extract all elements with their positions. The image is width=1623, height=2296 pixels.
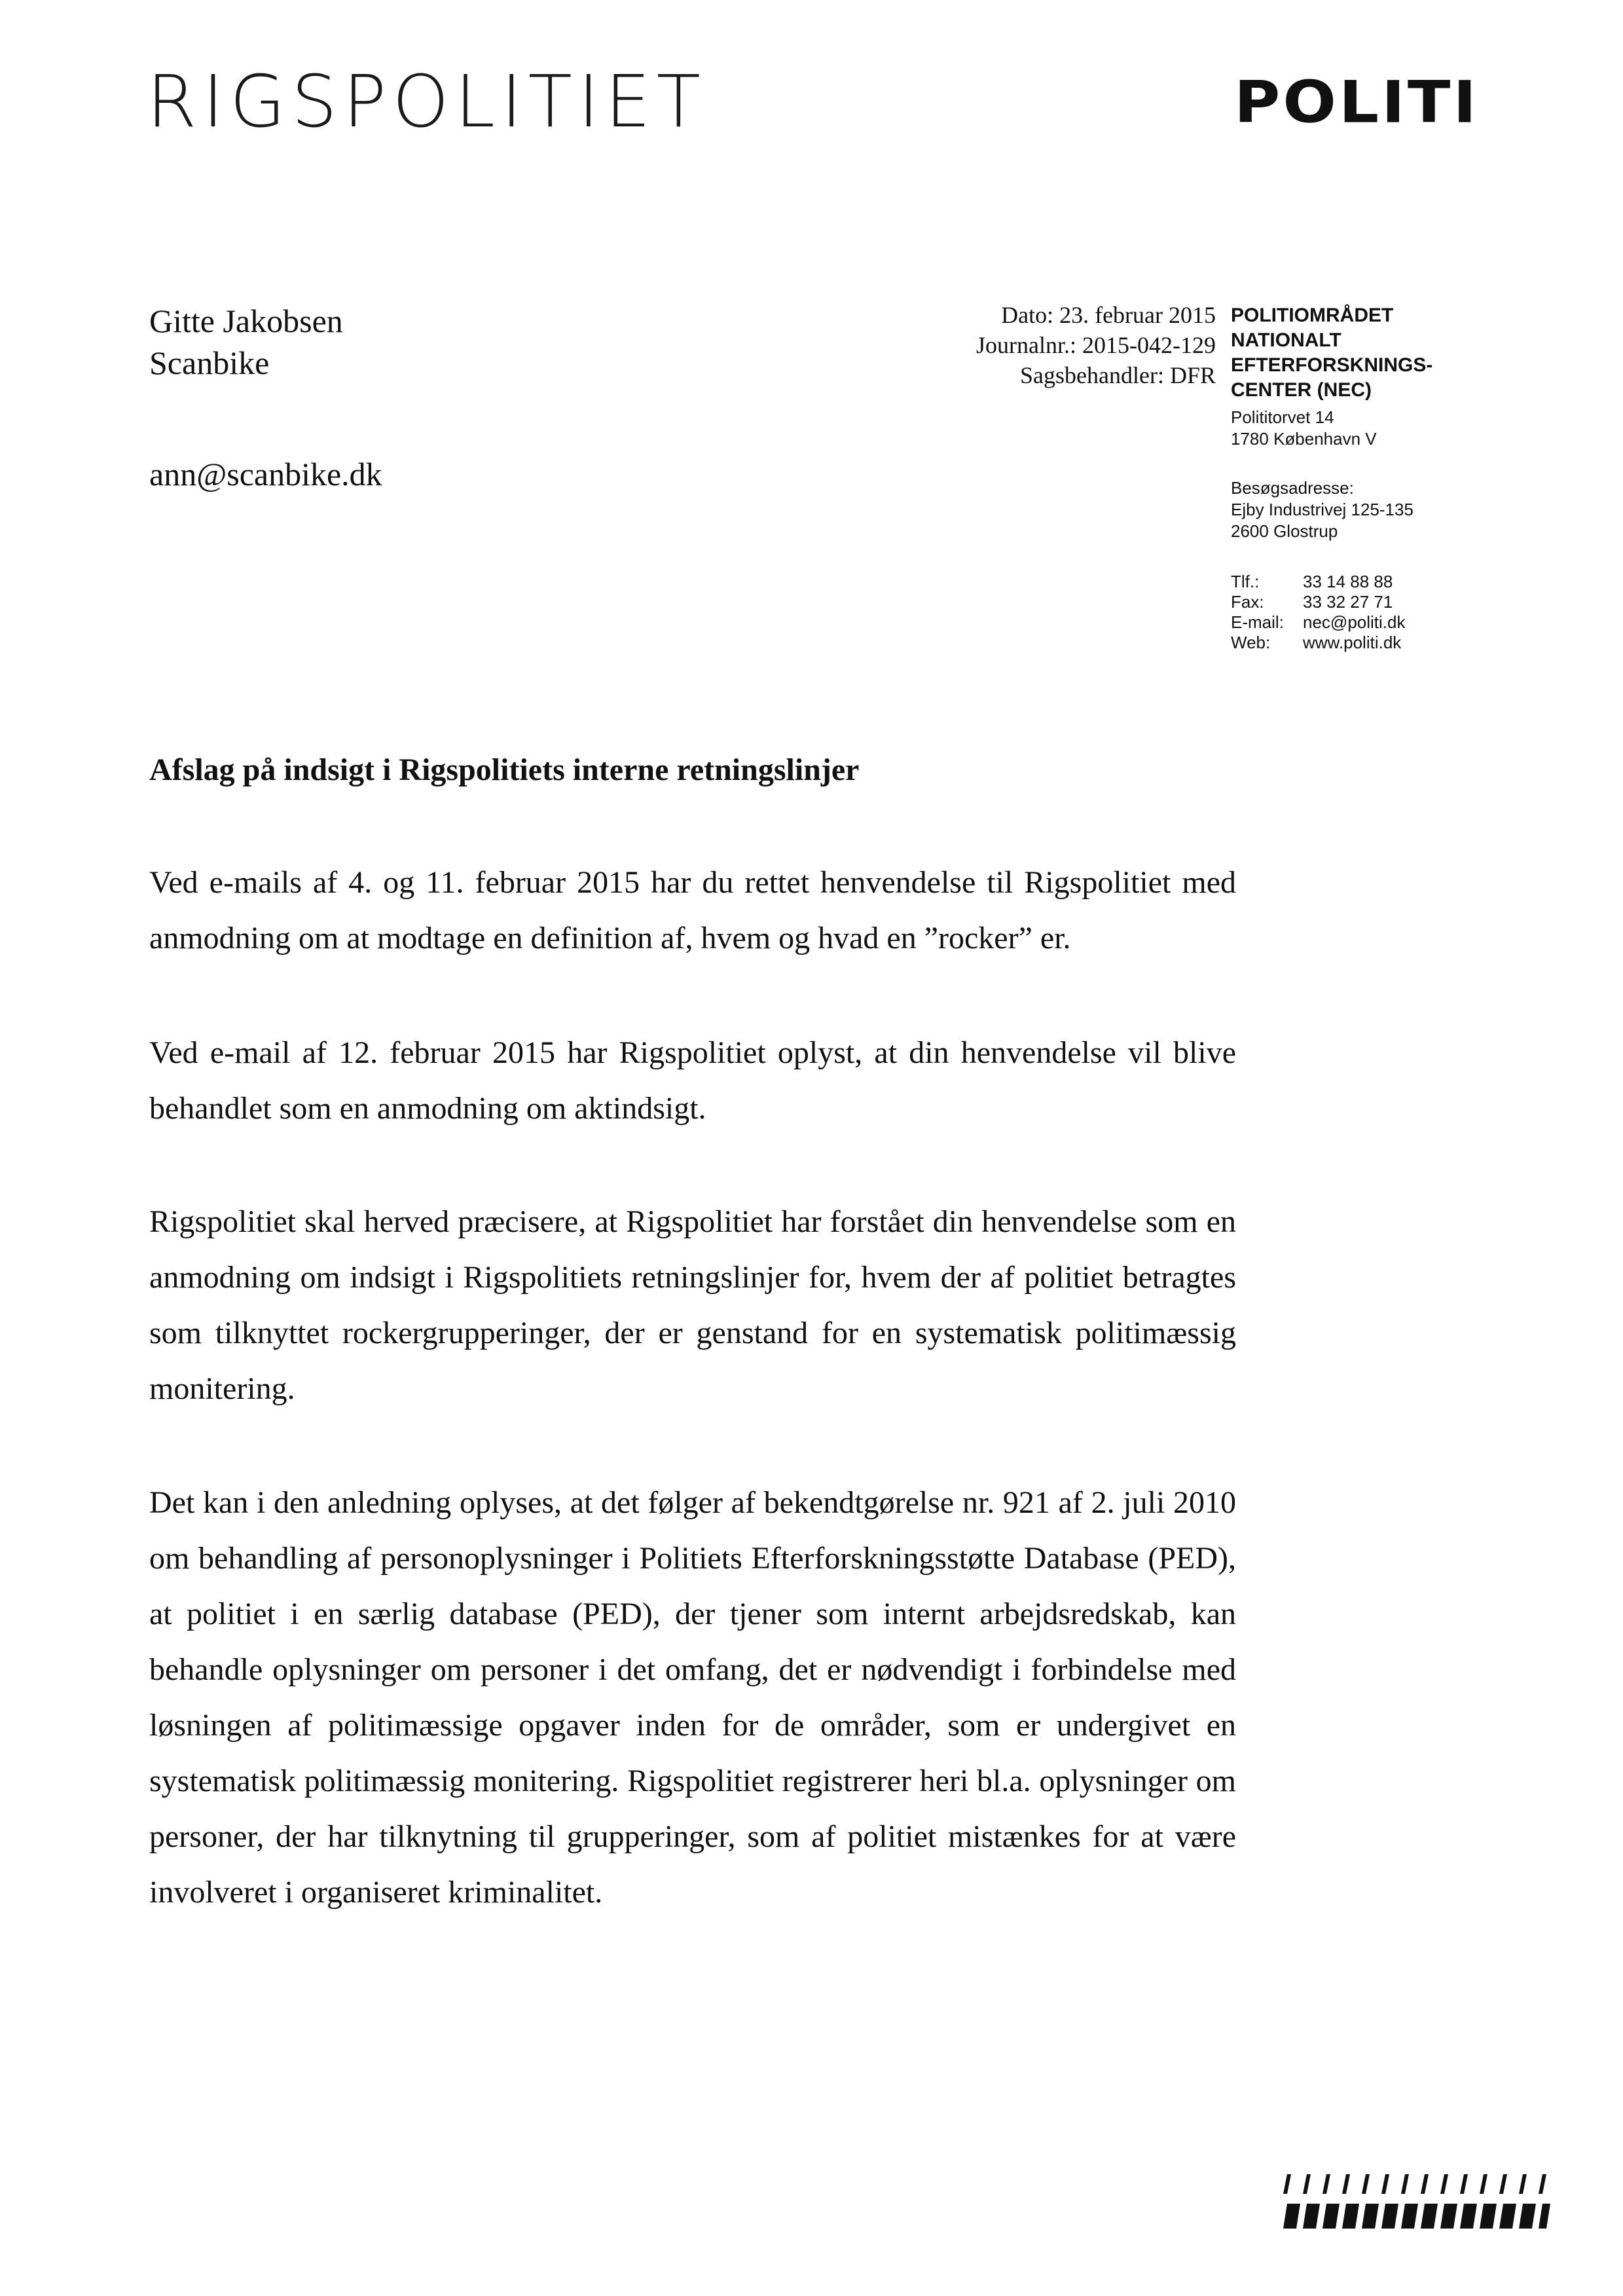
letter-meta [888,300,1216,390]
paragraph-1: Ved e-mails af 4. og 11. februar 2015 har du rettet henvendelse til Rigspolitiet med anmodning om at modtage en definition af, hvem og hvad en ”rocker” er. [149,865,1236,955]
phone-label: Tlf.: [1231,572,1260,591]
sender-block [1231,303,1506,653]
journal-line: Journalnr.: 2015-042-129 [976,332,1216,358]
visit-line2: 2600 Glostrup [1231,521,1338,541]
sender-unit-line2: CENTER (NEC) [1231,379,1372,401]
sender-area: POLITIOMRÅDET [1231,305,1394,326]
email-label: E-mail: [1231,612,1284,632]
stripe-pattern-thick [1283,2204,1550,2229]
sender-address-line1: Polititorvet 14 [1231,407,1334,427]
sender-unit-line1: NATIONALT EFTERFORSKNINGS- [1231,329,1433,376]
fax-label: Fax: [1231,592,1264,612]
handler-line: Sagsbehandler: DFR [1020,362,1216,388]
paragraph-2: Ved e-mail af 12. februar 2015 har Rigspolitiet oplyst, at din henvendelse vil blive behandlet som en anmodning om aktindsigt. [149,1035,1236,1126]
letter-heading: Afslag på indsigt i Rigspolitiets interne retningslinjer [149,752,860,787]
web-value: www.politi.dk [1303,633,1402,652]
recipient-name: Gitte Jakobsen [149,303,343,339]
email-value: nec@politi.dk [1303,612,1406,632]
phone-value: 33 14 88 88 [1303,572,1393,591]
contact-list [1231,572,1506,653]
decorative-stripes-thin [1283,2174,1550,2194]
decorative-stripes-thick [1283,2204,1550,2229]
stripe-pattern-thin [1283,2174,1550,2194]
fax-value: 33 32 27 71 [1303,592,1393,612]
recipient-company: Scanbike [149,344,270,381]
paragraph-4: Det kan i den anledning oplyses, at det følger af bekendtgørelse nr. 921 af 2. juli 2010 om behandling af personoplysninger i Politiets Efterforskningsstøtte Database (PED), at politiet i en særlig database (PED), der tjener som internt arbejdsredskab, kan behandle oplysninger om personer i det omfang, det er nødvendigt i forbindelse med løsningen af politimæssige opgaver inden for de områder, som er undergivet en systematisk politimæssig monitering. Rigspolitiet registrerer heri bl.a. oplysninger om personer, der har tilknytning til grupperinger, som af politiet mistænkes for at være involveret i organiseret kriminalitet. [149,1485,1236,1910]
recipient-email: ann@scanbike.dk [149,456,382,492]
date-line: Dato: 23. februar 2015 [1001,302,1216,328]
sender-address-line2: 1780 København V [1231,429,1377,449]
web-label: Web: [1231,633,1271,652]
paragraph-3: Rigspolitiet skal herved præcisere, at Rigspolitiet har forstået din henvendelse som en anmodning om indsigt i Rigspolitiets retningslinjer for, hvem der af politiet betragtes som tilknyttet rockergrupperinger, der er genstand for en systematisk politimæssig monitering. [149,1204,1236,1406]
visit-line1: Ejby Industrivej 125-135 [1231,500,1413,519]
brand-wordmark: RIGSPOLITIET [147,60,706,143]
politi-logo: POLITI [1234,68,1480,136]
visit-label: Besøgsadresse: [1231,478,1354,498]
recipient-block [149,300,343,384]
